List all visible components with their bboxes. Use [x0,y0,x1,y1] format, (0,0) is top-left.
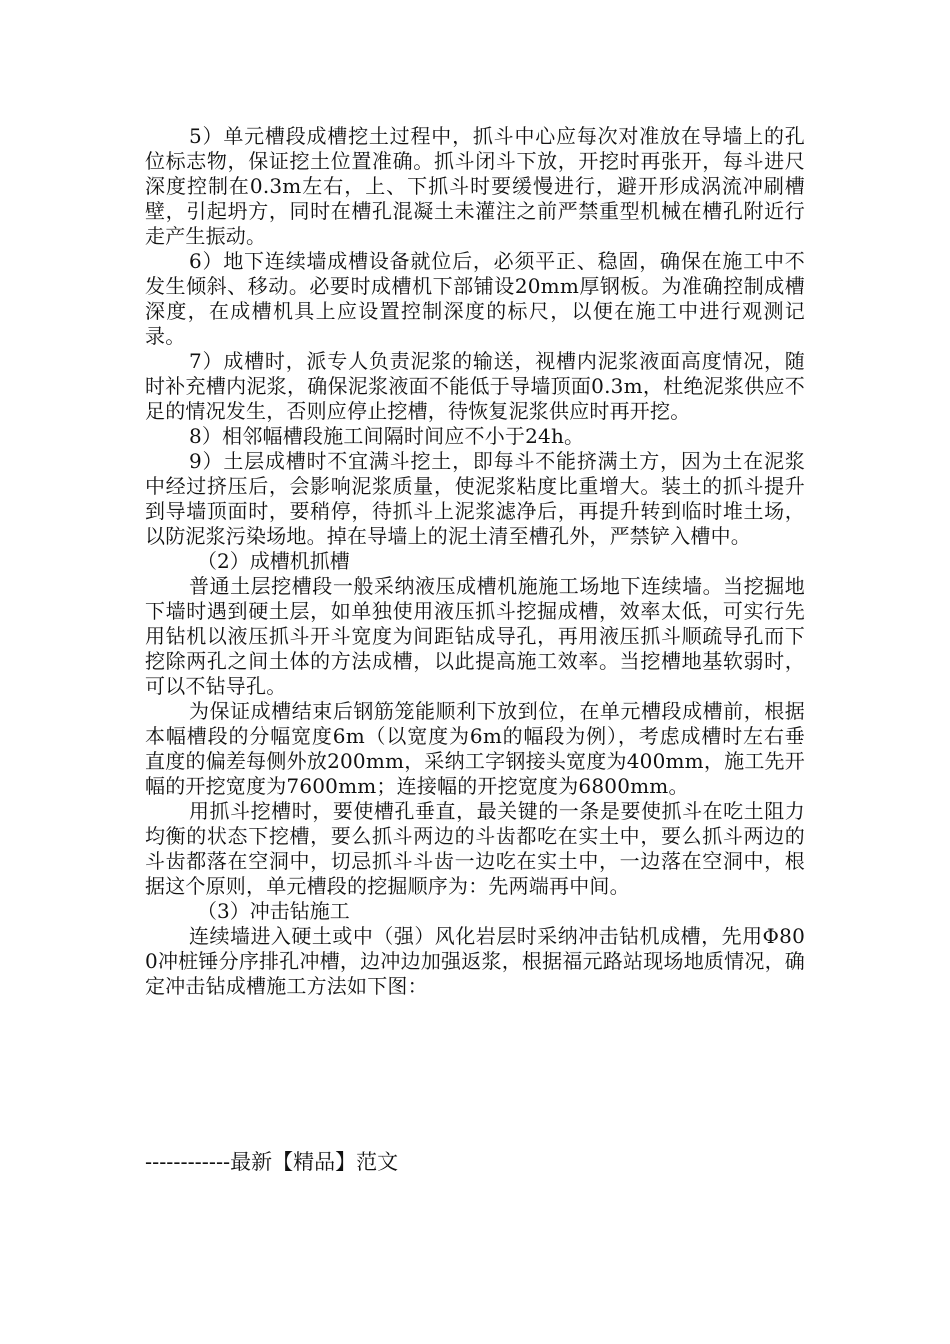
paragraph-item-7: 7）成槽时，派专人负责泥浆的输送，视槽内泥浆液面高度情况，随时补充槽内泥浆，确保泥浆液面不能低于导墙顶面0.3m，杜绝泥浆供应不足的情况发生，否则应停止挖槽，待恢复泥浆供应时再开挖。 [145,349,805,423]
paragraph-excavation-width: 为保证成槽结束后钢筋笼能顺利下放到位，在单元槽段成槽前，根据本幅槽段的分幅宽度6m（以宽度为6m的幅段为例），考虑成槽时左右垂直度的偏差每侧外放200mm，采纳工字钢接头宽度为400mm，施工先开幅的开挖宽度为7600mm；连接幅的开挖宽度为6800mm。 [145,699,805,798]
section-heading-trench-grab: （2）成槽机抓槽 [197,549,350,573]
page-footer: ------------最新【精品】范文 [145,1150,399,1174]
paragraph-grab-verticality: 用抓斗挖槽时，要使槽孔垂直，最关键的一条是要使抓斗在吃土阻力均衡的状态下挖槽，要么抓斗两边的斗齿都吃在实土中，要么抓斗两边的斗齿都落在空洞中，切忌抓斗斗齿一边吃在实土中，一边落在空洞中，根据这个原则，单元槽段的挖掘顺序为：先两端再中间。 [145,799,805,898]
document-body [145,124,805,999]
paragraph-impact-drill: 连续墙进入硬土或中（强）风化岩层时采纳冲击钻机成槽，先用Φ800冲桩锤分序排孔冲槽，边冲边加强返浆，根据福元路站现场地质情况，确定冲击钻成槽施工方法如下图： [145,924,805,998]
section-heading-impact-drill: （3）冲击钻施工 [197,899,350,923]
paragraph-item-9: 9）土层成槽时不宜满斗挖土，即每斗不能挤满土方，因为土在泥浆中经过挤压后，会影响泥浆质量，使泥浆粘度比重增大。装土的抓斗提升到导墙顶面时，要稍停，待抓斗上泥浆滤净后，再提升转到临时堆土场，以防泥浆污染场地。掉在导墙上的泥土清至槽孔外，严禁铲入槽中。 [145,449,805,548]
paragraph-grab-method: 普通土层挖槽段一般采纳液压成槽机施施工场地下连续墙。当挖掘地下墙时遇到硬土层，如单独使用液压抓斗挖掘成槽，效率太低，可实行先用钻机以液压抓斗开斗宽度为间距钻成导孔，再用液压抓斗顺疏导孔而下挖除两孔之间土体的方法成槽，以此提高施工效率。当挖槽地基软弱时，可以不钻导孔。 [145,574,805,698]
paragraph-item-6: 6）地下连续墙成槽设备就位后，必须平正、稳固，确保在施工中不发生倾斜、移动。必要时成槽机下部铺设20mm厚钢板。为准确控制成槽深度，在成槽机具上应设置控制深度的标尺，以便在施工中进行观测记录。 [145,249,805,348]
paragraph-item-8: 8）相邻幅槽段施工间隔时间应不小于24h。 [189,424,585,448]
paragraph-item-5: 5）单元槽段成槽挖土过程中，抓斗中心应每次对准放在导墙上的孔位标志物，保证挖土位置准确。抓斗闭斗下放，开挖时再张开，每斗进尺深度控制在0.3m左右，上、下抓斗时要缓慢进行，避开形成涡流冲刷槽壁，引起坍方，同时在槽孔混凝土未灌注之前严禁重型机械在槽孔附近行走产生振动。 [145,124,805,248]
